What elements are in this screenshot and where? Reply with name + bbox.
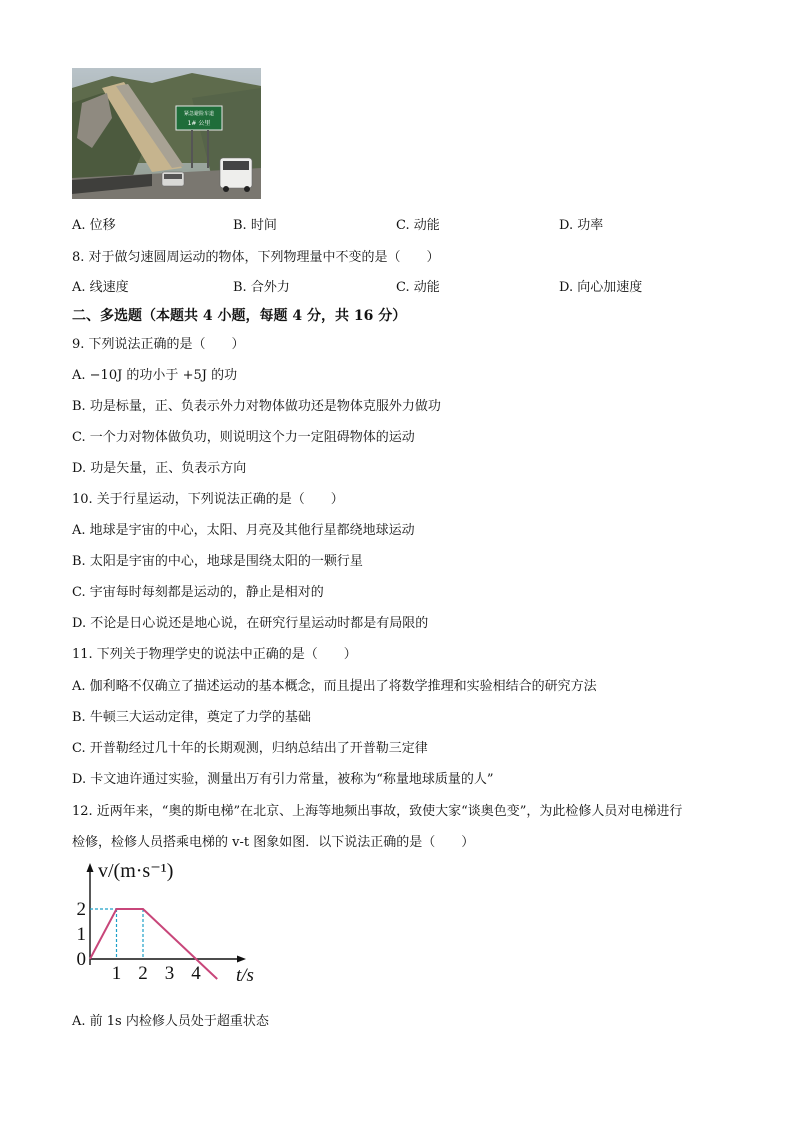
x-tick-label: 1	[111, 963, 122, 984]
q8-option-b: B. 合外力	[233, 280, 290, 295]
q12-stem-line1: 12. 近两年来，“奥的斯电梯”在北京、上海等地频出事故，致使大家“谈奥色变”，为此检修人员对电梯进行	[72, 804, 683, 819]
q11-option-d: D. 卡文迪许通过实验，测量出万有引力常量，被称为“称量地球质量的人”	[72, 772, 494, 787]
q7-option-d: D. 功率	[559, 218, 604, 233]
x-axis-arrow	[237, 956, 246, 963]
x-tick-label: 4	[191, 963, 201, 984]
q9-option-b: B. 功是标量，正、负表示外力对物体做功还是物体克服外力做功	[72, 399, 441, 414]
q10-stem: 10. 关于行星运动，下列说法正确的是（ ）	[72, 492, 344, 507]
q7-option-a: A. 位移	[72, 218, 116, 233]
sign-text-1: 紧急避险车道	[183, 111, 215, 117]
q12-option-a: A. 前 1s 内检修人员处于超重状态	[72, 1014, 269, 1029]
y-tick-label: 0	[76, 949, 86, 970]
y-tick-label: 1	[76, 924, 86, 945]
x-tick-label: 2	[138, 963, 148, 984]
q8-option-a: A. 线速度	[72, 280, 129, 295]
q12-stem-line2: 检修，检修人员搭乘电梯的 v-t 图象如图．以下说法正确的是（ ）	[72, 835, 475, 850]
x-tick-label: 3	[164, 963, 175, 984]
q9-option-d: D. 功是矢量，正、负表示方向	[72, 461, 247, 476]
q11-option-a: A. 伽利略不仅确立了描述运动的基本概念，而且提出了将数学推理和实验相结合的研究方法	[72, 679, 597, 694]
q10-option-c: C. 宇宙每时每刻都是运动的，静止是相对的	[72, 585, 324, 600]
q7-option-c: C. 动能	[396, 218, 440, 233]
q7-option-b: B. 时间	[233, 218, 277, 233]
q9-option-a: A. −10J 的功小于 +5J 的功	[72, 368, 238, 383]
y-axis-arrow	[87, 863, 94, 872]
q10-option-b: B. 太阳是宇宙的中心，地球是围绕太阳的一颗行星	[72, 554, 363, 569]
q10-option-a: A. 地球是宇宙的中心，太阳、月亮及其他行星都绕地球运动	[72, 523, 415, 538]
vt-chart	[76, 855, 270, 986]
y-axis-label: v/(m·s⁻¹)	[98, 860, 174, 882]
section-heading: 二、多选题（本题共 4 小题，每题 4 分，共 16 分）	[72, 308, 407, 324]
q9-option-c: C. 一个力对物体做负功，则说明这个力一定阻碍物体的运动	[72, 430, 415, 445]
y-tick-label: 2	[76, 899, 86, 920]
q11-stem: 11. 下列关于物理学史的说法中正确的是（ ）	[72, 647, 357, 662]
q8-option-d: D. 向心加速度	[559, 280, 643, 295]
x-axis-label: t/s	[236, 965, 254, 986]
q11-option-c: C. 开普勒经过几十年的长期观测，归纳总结出了开普勒三定律	[72, 741, 428, 756]
q9-stem: 9. 下列说法正确的是（ ）	[72, 337, 245, 352]
q11-option-b: B. 牛顿三大运动定律，奠定了力学的基础	[72, 710, 311, 725]
sign-text-2: 1# 公里	[187, 120, 211, 127]
q8-option-c: C. 动能	[396, 280, 440, 295]
q8-stem: 8. 对于做匀速圆周运动的物体，下列物理量中不变的是（ ）	[72, 250, 440, 265]
q10-option-d: D. 不论是日心说还是地心说，在研究行星运动时都是有局限的	[72, 616, 429, 631]
highway-photo	[72, 68, 261, 199]
